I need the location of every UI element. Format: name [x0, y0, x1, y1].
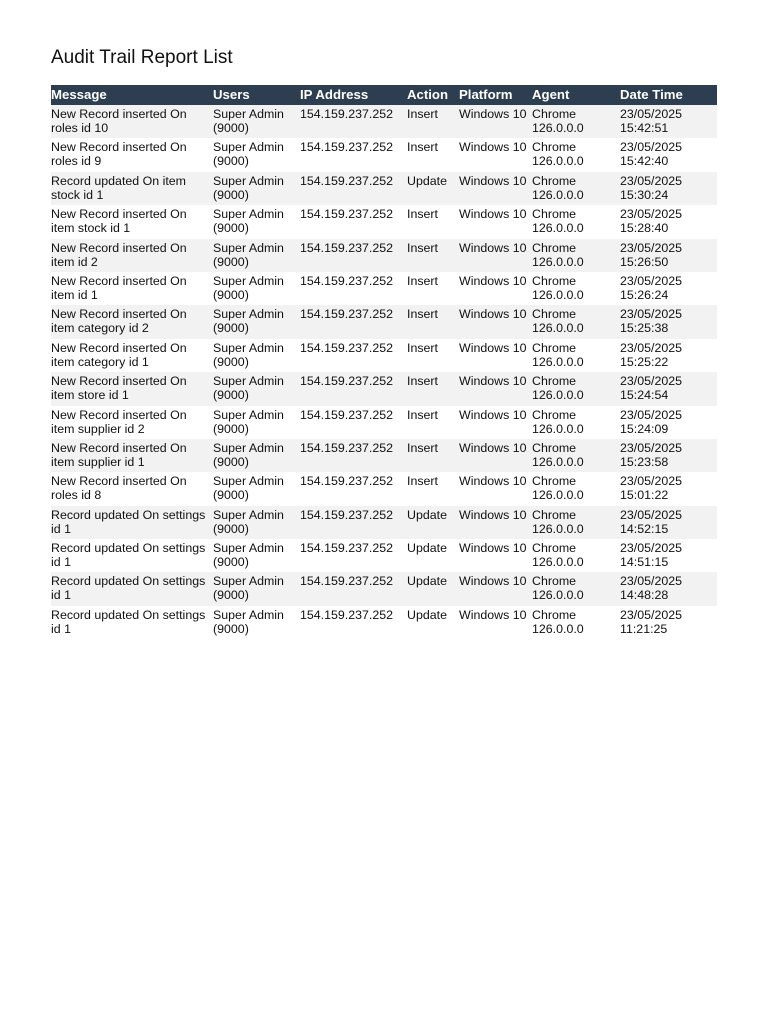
cell-platform: Windows 10: [459, 240, 527, 255]
cell-agent: Chrome 126.0.0.0: [532, 140, 584, 169]
cell-date-time: 23/05/2025 11:21:25: [620, 607, 683, 636]
cell-platform: Windows 10: [459, 340, 527, 355]
cell-platform: Windows 10: [459, 574, 527, 589]
table-row: [51, 239, 717, 272]
table-row: [51, 305, 717, 338]
cell-platform: Windows 10: [459, 507, 527, 522]
cell-platform: Windows 10: [459, 374, 527, 389]
cell-message: New Record inserted On roles id 8: [51, 474, 187, 503]
cell-agent: Chrome 126.0.0.0: [532, 307, 584, 336]
cell-agent: Chrome 126.0.0.0: [532, 607, 584, 636]
cell-platform: Windows 10: [459, 407, 527, 422]
cell-user: Super Admin (9000): [213, 407, 284, 436]
cell-action: Update: [407, 173, 447, 188]
cell-action: Insert: [407, 207, 438, 222]
cell-ip: 154.159.237.252: [300, 541, 394, 556]
cell-user: Super Admin (9000): [213, 507, 284, 536]
cell-agent: Chrome 126.0.0.0: [532, 440, 584, 469]
column-header-ip-address: IP Address: [300, 87, 369, 102]
cell-ip: 154.159.237.252: [300, 240, 394, 255]
cell-date-time: 23/05/2025 15:30:24: [620, 173, 683, 202]
table-row: [51, 406, 717, 439]
cell-platform: Windows 10: [459, 173, 527, 188]
cell-message: New Record inserted On item supplier id 1: [51, 440, 187, 469]
cell-user: Super Admin (9000): [213, 574, 284, 603]
cell-user: Super Admin (9000): [213, 340, 284, 369]
column-header-platform: Platform: [459, 87, 513, 102]
column-header-message: Message: [51, 87, 107, 102]
cell-message: Record updated On settings id 1: [51, 541, 206, 570]
cell-action: Insert: [407, 374, 438, 389]
cell-date-time: 23/05/2025 15:24:09: [620, 407, 683, 436]
cell-platform: Windows 10: [459, 541, 527, 556]
cell-user: Super Admin (9000): [213, 107, 284, 135]
cell-message: Record updated On settings id 1: [51, 607, 206, 636]
header-row: [51, 85, 717, 105]
cell-agent: Chrome 126.0.0.0: [532, 374, 584, 403]
cell-platform: Windows 10: [459, 273, 527, 288]
cell-action: Update: [407, 574, 447, 589]
cell-agent: Chrome 126.0.0.0: [532, 541, 584, 570]
cell-action: Update: [407, 607, 447, 622]
cell-message: New Record inserted On item id 1: [51, 273, 187, 302]
column-header-agent: Agent: [532, 87, 570, 102]
cell-message: New Record inserted On item store id 1: [51, 374, 187, 403]
cell-agent: Chrome 126.0.0.0: [532, 474, 584, 503]
cell-action: Insert: [407, 273, 438, 288]
cell-platform: Windows 10: [459, 140, 527, 155]
cell-ip: 154.159.237.252: [300, 374, 394, 389]
cell-ip: 154.159.237.252: [300, 207, 394, 222]
cell-action: Insert: [407, 140, 438, 155]
cell-date-time: 23/05/2025 15:23:58: [620, 440, 683, 469]
cell-user: Super Admin (9000): [213, 173, 284, 202]
cell-action: Insert: [407, 240, 438, 255]
table-row: [51, 372, 717, 405]
table-row: [51, 439, 717, 472]
cell-date-time: 23/05/2025 15:24:54: [620, 374, 683, 403]
cell-ip: 154.159.237.252: [300, 107, 394, 121]
cell-date-time: 23/05/2025 14:52:15: [620, 507, 683, 536]
report-title: Audit Trail Report List: [51, 47, 233, 68]
table-row: [51, 339, 717, 372]
cell-user: Super Admin (9000): [213, 474, 284, 503]
cell-agent: Chrome 126.0.0.0: [532, 507, 584, 536]
table-row: [51, 606, 717, 639]
cell-agent: Chrome 126.0.0.0: [532, 173, 584, 202]
table-row: [51, 105, 717, 138]
cell-user: Super Admin (9000): [213, 541, 284, 570]
cell-action: Update: [407, 541, 447, 556]
cell-date-time: 23/05/2025 15:28:40: [620, 207, 683, 236]
table-row: [51, 205, 717, 238]
cell-platform: Windows 10: [459, 440, 527, 455]
cell-date-time: 23/05/2025 15:42:40: [620, 140, 683, 169]
cell-action: Insert: [407, 474, 438, 489]
column-header-users: Users: [213, 87, 250, 102]
cell-message: New Record inserted On item category id 2: [51, 307, 187, 336]
audit-trail-table: [51, 85, 717, 639]
cell-user: Super Admin (9000): [213, 240, 284, 269]
cell-agent: Chrome 126.0.0.0: [532, 107, 584, 135]
cell-date-time: 23/05/2025 15:42:51: [620, 107, 683, 135]
cell-user: Super Admin (9000): [213, 440, 284, 469]
cell-platform: Windows 10: [459, 307, 527, 322]
cell-message: Record updated On settings id 1: [51, 574, 206, 603]
cell-date-time: 23/05/2025 14:48:28: [620, 574, 683, 603]
table-row: [51, 539, 717, 572]
cell-agent: Chrome 126.0.0.0: [532, 240, 584, 269]
cell-ip: 154.159.237.252: [300, 440, 394, 455]
cell-action: Insert: [407, 307, 438, 322]
cell-date-time: 23/05/2025 14:51:15: [620, 541, 683, 570]
table-row: [51, 272, 717, 305]
cell-ip: 154.159.237.252: [300, 273, 394, 288]
cell-message: New Record inserted On roles id 10: [51, 107, 187, 135]
column-header-action: Action: [407, 87, 449, 102]
cell-action: Insert: [407, 407, 438, 422]
cell-message: New Record inserted On roles id 9: [51, 140, 187, 169]
column-header-date-time: Date Time: [620, 87, 683, 102]
cell-agent: Chrome 126.0.0.0: [532, 574, 584, 603]
cell-user: Super Admin (9000): [213, 307, 284, 336]
cell-user: Super Admin (9000): [213, 140, 284, 169]
cell-agent: Chrome 126.0.0.0: [532, 340, 584, 369]
cell-user: Super Admin (9000): [213, 207, 284, 236]
cell-platform: Windows 10: [459, 474, 527, 489]
cell-user: Super Admin (9000): [213, 374, 284, 403]
cell-date-time: 23/05/2025 15:25:22: [620, 340, 683, 369]
cell-platform: Windows 10: [459, 207, 527, 222]
cell-ip: 154.159.237.252: [300, 307, 394, 322]
table-row: [51, 506, 717, 539]
table-row: [51, 138, 717, 171]
cell-ip: 154.159.237.252: [300, 140, 394, 155]
cell-action: Insert: [407, 340, 438, 355]
cell-agent: Chrome 126.0.0.0: [532, 407, 584, 436]
cell-action: Update: [407, 507, 447, 522]
table-body: [51, 105, 717, 639]
cell-user: Super Admin (9000): [213, 607, 284, 636]
cell-platform: Windows 10: [459, 607, 527, 622]
cell-ip: 154.159.237.252: [300, 607, 394, 622]
table-row: [51, 172, 717, 205]
cell-platform: Windows 10: [459, 107, 527, 121]
cell-action: Insert: [407, 440, 438, 455]
cell-agent: Chrome 126.0.0.0: [532, 273, 584, 302]
table-header: [51, 85, 717, 105]
cell-action: Insert: [407, 107, 438, 121]
cell-agent: Chrome 126.0.0.0: [532, 207, 584, 236]
cell-date-time: 23/05/2025 15:26:50: [620, 240, 683, 269]
cell-message: New Record inserted On item stock id 1: [51, 207, 187, 236]
cell-user: Super Admin (9000): [213, 273, 284, 302]
cell-ip: 154.159.237.252: [300, 507, 394, 522]
cell-message: Record updated On settings id 1: [51, 507, 206, 536]
table-row: [51, 572, 717, 605]
cell-ip: 154.159.237.252: [300, 340, 394, 355]
cell-message: New Record inserted On item category id 1: [51, 340, 187, 369]
cell-ip: 154.159.237.252: [300, 574, 394, 589]
cell-message: New Record inserted On item supplier id 2: [51, 407, 187, 436]
cell-message: New Record inserted On item id 2: [51, 240, 187, 269]
cell-date-time: 23/05/2025 15:25:38: [620, 307, 683, 336]
cell-message: Record updated On item stock id 1: [51, 173, 186, 202]
cell-ip: 154.159.237.252: [300, 173, 394, 188]
cell-date-time: 23/05/2025 15:26:24: [620, 273, 683, 302]
cell-date-time: 23/05/2025 15:01:22: [620, 474, 683, 503]
cell-ip: 154.159.237.252: [300, 474, 394, 489]
table-row: [51, 472, 717, 505]
cell-ip: 154.159.237.252: [300, 407, 394, 422]
